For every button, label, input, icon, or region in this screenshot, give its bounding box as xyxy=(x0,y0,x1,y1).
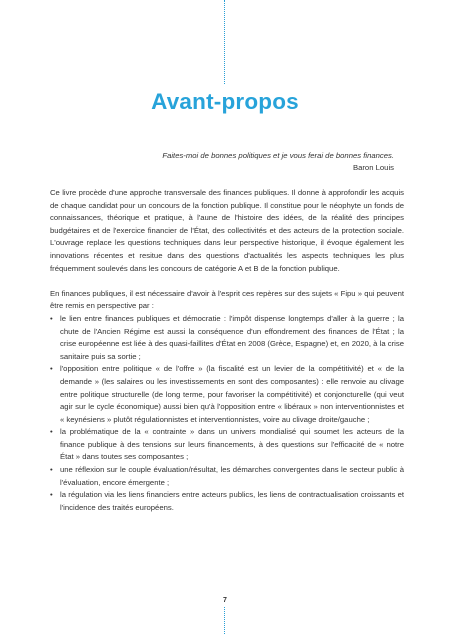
epigraph xyxy=(30,150,394,174)
list-item-text: l'opposition entre politique « de l'offre » (la fiscalité est un levier de la compétitivité) et « de la demande » (les salaires ou les investissements en sont des composantes) : elle renvoie au clivage entre politique structurelle (de long terme, pour favoriser la compétitivité) et conjoncturelle (qui veut agir sur le cycle économique) aussi bien qu'à l'opposition entre « libéraux » non interventionnistes et « keynésiens » plutôt régulationnistes et interventionnistes, voire au clivage droite/gauche ; xyxy=(60,364,404,424)
list-item-text: une réflexion sur le couple évaluation/résultat, les démarches convergentes dans le secteur public à l'évaluation, encore émergente ; xyxy=(60,465,404,487)
paragraph-intro: Ce livre procède d'une approche transversale des finances publiques. Il donne à approfondir les acquis de chaque candidat pour un concours de la fonction publique. Il constitue pour le néophyte un fonds de connaissances, théorique et pratique, à l'aune de l'histoire des idées, de la réalité des principes budgétaires et de l'exercice financier de l'État, des collectivités et des acteurs de la protection sociale. L'ouvrage replace les questions techniques dans leur perspective historique, il évoque également les innovations récentes et resitue dans des questions d'actualités les aspects techniques les plus fréquemment soulevés dans les concours de catégorie A et B de la fonction publique. xyxy=(50,188,404,273)
list-item-text: le lien entre finances publiques et démocratie : l'impôt dispense longtemps d'aller à la guerre ; la chute de l'Ancien Régime est aussi la conséquence d'un effondrement des finances de l'État ; la crise européenne est liée à des quasi-faillites d'État en 2008 (Grèce, Espagne) et, en 2020, à la crise sanitaire puis sa sortie ; xyxy=(60,313,404,361)
top-dotted-rule xyxy=(224,0,225,84)
list-item xyxy=(50,464,404,489)
list-item xyxy=(50,363,404,426)
list-item xyxy=(50,313,404,363)
epigraph-author: Baron Louis xyxy=(352,163,394,173)
bullet-marker: • xyxy=(50,490,53,500)
page-title: Avant-propos xyxy=(151,89,299,114)
paragraph-lead: En finances publiques, il est nécessaire d'avoir à l'esprit ces repères sur des sujets « Fipu » qui peuvent être remis en perspective par : xyxy=(50,288,404,311)
body-text xyxy=(50,187,404,514)
list-item xyxy=(50,489,404,514)
bullet-marker: • xyxy=(50,427,53,437)
bullet-marker: • xyxy=(50,465,53,475)
list-item-text: la problématique de la « contrainte » dans un univers mondialisé qui soumet les acteurs de la finance publique à des tensions sur leurs financements, à des questions sur l'efficacité de « notre État » dans toutes ses composantes ; xyxy=(60,427,404,462)
page-number: 7 xyxy=(223,597,227,604)
bullet-marker: • xyxy=(50,313,53,323)
bullet-list xyxy=(50,313,404,515)
list-item xyxy=(50,426,404,464)
list-item-text: la régulation via les liens financiers entre acteurs publics, les liens de contractualisation croissants et l'incidence des traités européens. xyxy=(60,490,404,512)
epigraph-quote: Faites-moi de bonnes politiques et je vous ferai de bonnes finances. xyxy=(162,151,394,160)
bullet-marker: • xyxy=(50,364,53,374)
bottom-dotted-rule xyxy=(224,607,225,634)
